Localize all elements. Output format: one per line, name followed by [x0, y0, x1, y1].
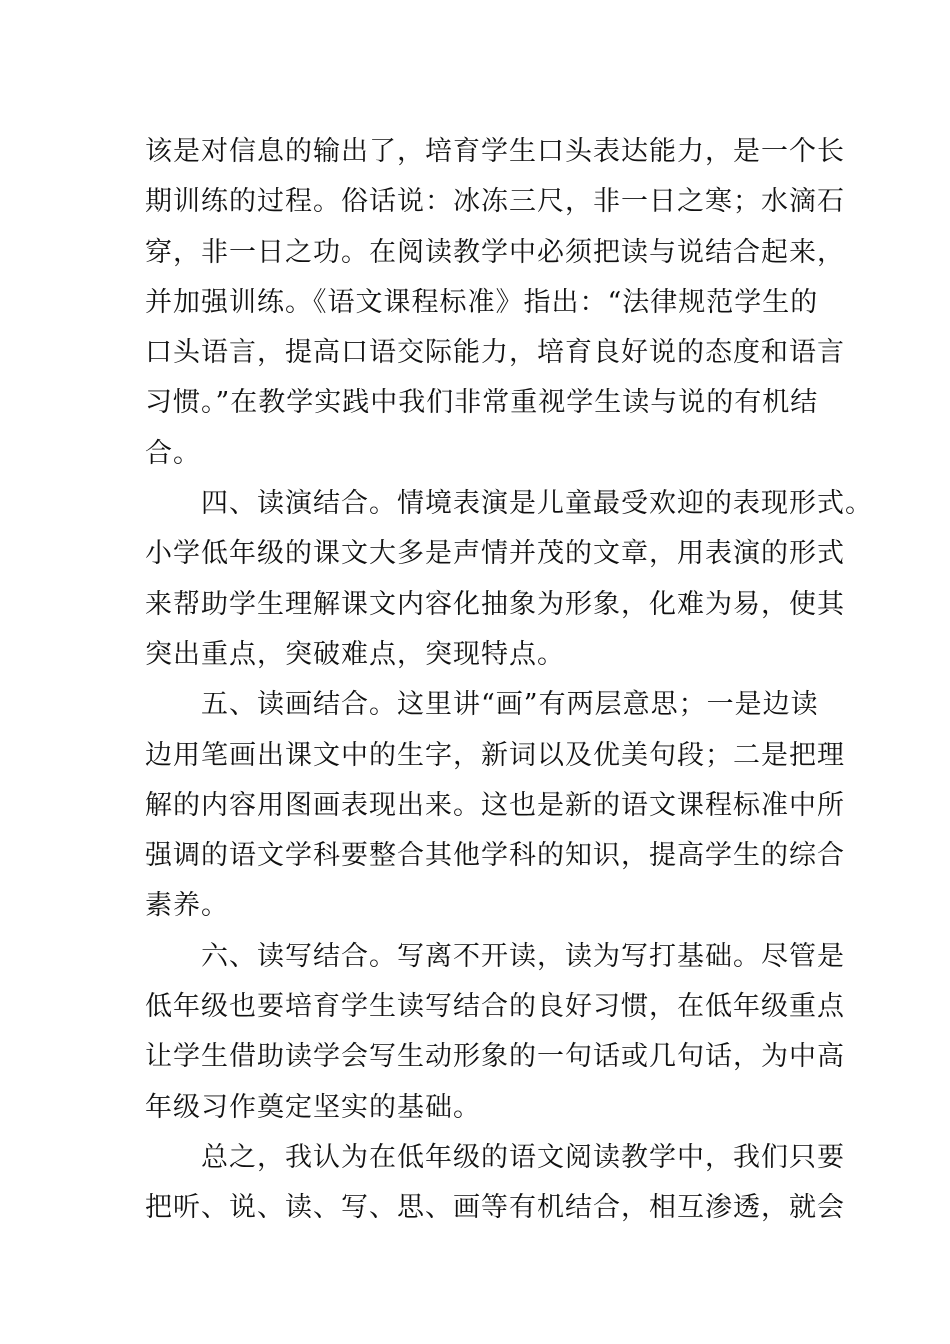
paragraph-start-line: 四、读演结合。情境表演是儿童最受欢迎的表现形式。 [201, 488, 873, 520]
text-line: 来帮助学生理解课文内容化抽象为形象，化难为易，使其 [145, 588, 845, 620]
paragraph-start-line: 六、读写结合。写离不开读，读为写打基础。尽管是 [201, 940, 845, 972]
text-line: 让学生借助读学会写生动形象的一句话或几句话，为中高 [145, 1041, 845, 1073]
text-line: 把听、说、读、写、思、画等有机结合，相互渗透，就会 [145, 1192, 845, 1224]
text-line: 素养。 [145, 890, 229, 922]
text-line: 习惯。”在教学实践中我们非常重视学生读与说的有机结 [145, 387, 819, 419]
paragraph-start-line: 总之，我认为在低年级的语文阅读教学中，我们只要 [201, 1141, 845, 1173]
text-line: 口头语言，提高口语交际能力，培育良好说的态度和语言 [145, 337, 845, 369]
text-line: 突出重点，突破难点，突现特点。 [145, 638, 565, 670]
text-line: 小学低年级的课文大多是声情并茂的文章，用表演的形式 [145, 538, 845, 570]
text-line: 该是对信息的输出了，培育学生口头表达能力，是一个长 [145, 136, 845, 167]
text-line: 穿，非一日之功。在阅读教学中必须把读与说结合起来， [145, 236, 845, 268]
text-line: 年级习作奠定坚实的基础。 [145, 1091, 481, 1123]
text-line: 并加强训练。《语文课程标准》指出：“法律规范学生的 [145, 286, 819, 318]
text-line: 强调的语文学科要整合其他学科的知识，提高学生的综合 [145, 840, 845, 872]
text-line: 边用笔画出课文中的生字，新词以及优美句段；二是把理 [145, 739, 845, 771]
text-line: 合。 [145, 437, 201, 469]
document-body [145, 127, 873, 1234]
text-line: 解的内容用图画表现出来。这也是新的语文课程标准中所 [145, 789, 845, 821]
text-line: 期训练的过程。俗话说：冰冻三尺，非一日之寒；水滴石 [145, 186, 845, 218]
text-line: 低年级也要培育学生读写结合的良好习惯，在低年级重点 [145, 991, 845, 1023]
paragraph-start-line: 五、读画结合。这里讲“画”有两层意思；一是边读 [201, 689, 819, 721]
